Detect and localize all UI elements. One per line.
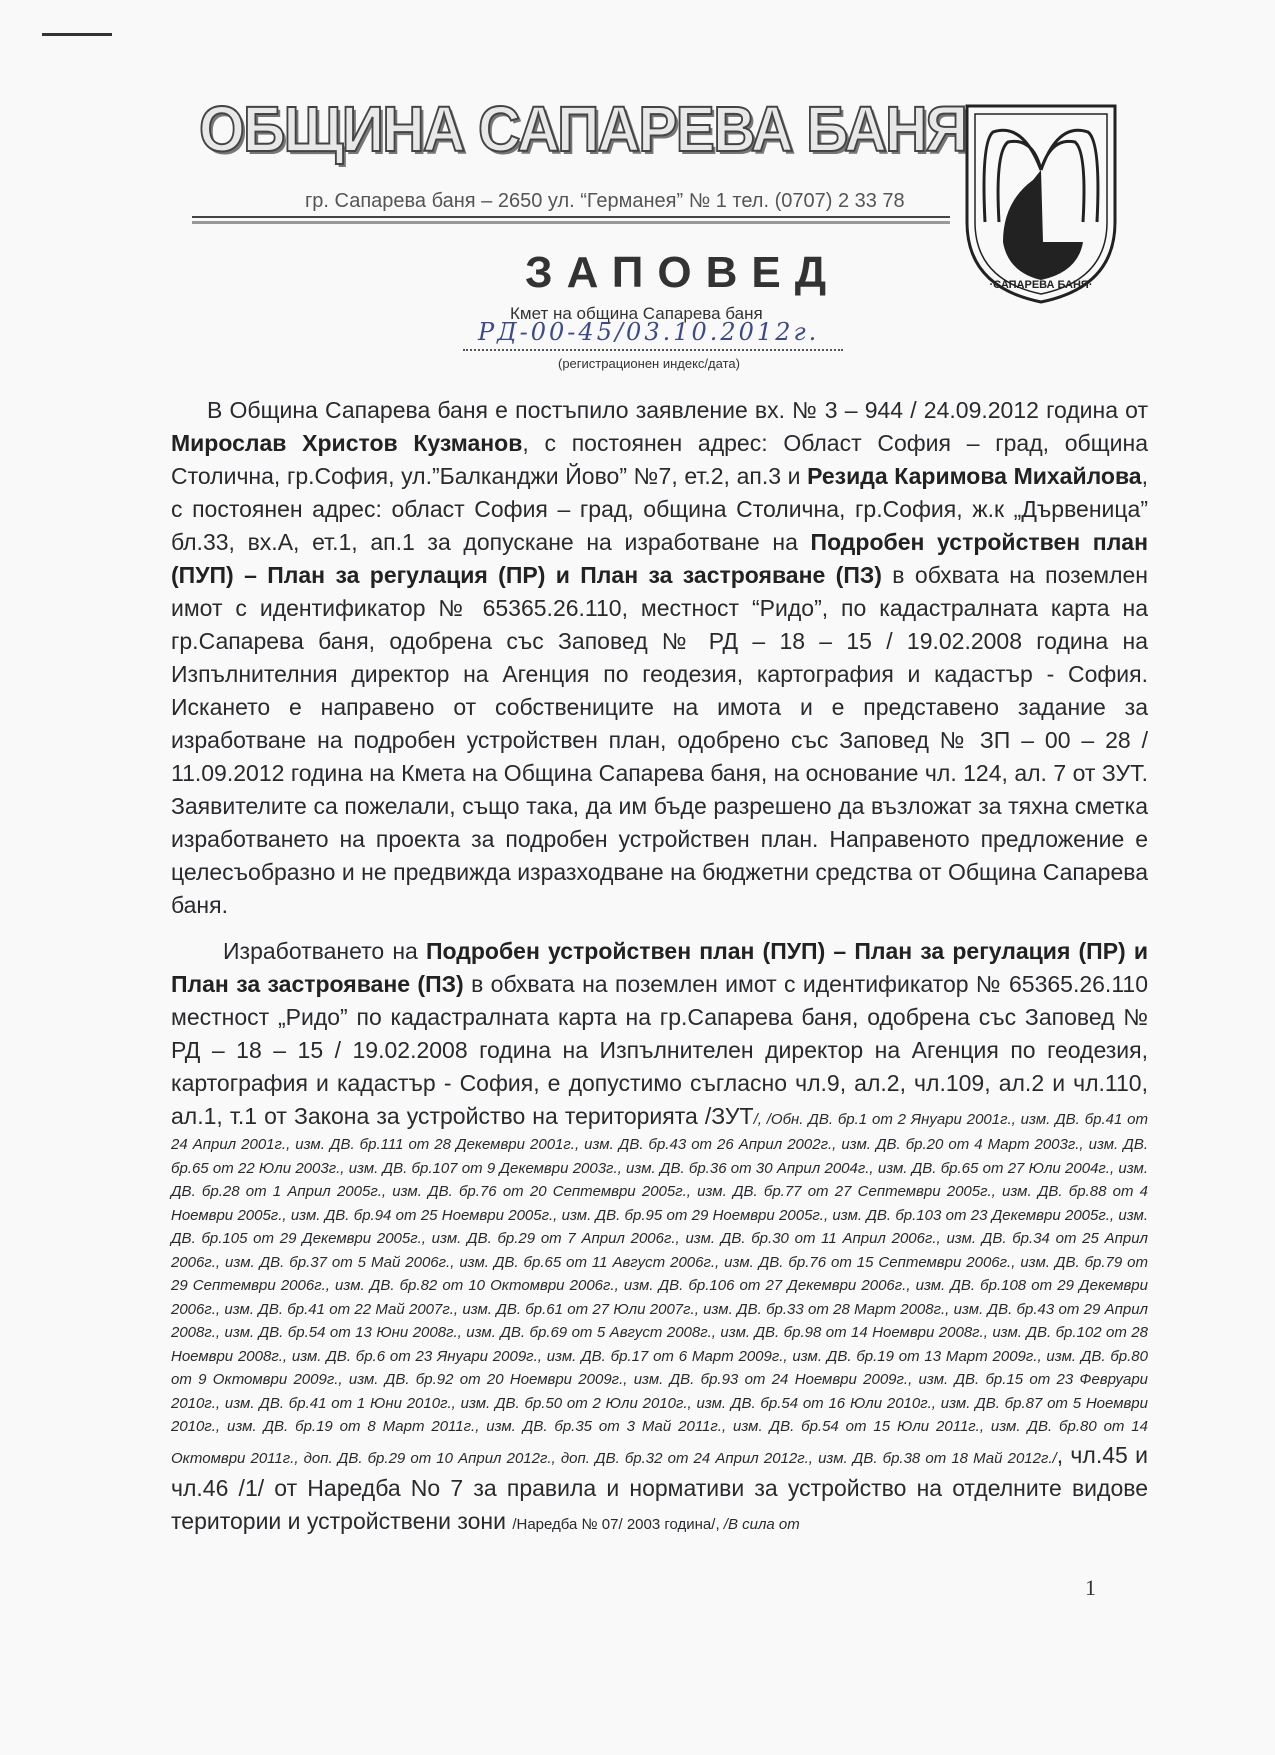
registration-caption: (регистрационен индекс/дата) [558,356,740,371]
text-segment: , с постоянен адрес: Област София – град, община Столична, гр.София, ул.”Балканджи Йово” №7, ет.2, ап.3 и [171,430,1148,489]
bold-text-segment: Подробен устройствен план (ПУП) – План за регулация (ПР) и План за застрояване (ПЗ) [171,938,1148,997]
page-number: 1 [1085,1575,1096,1600]
bold-text-segment: Мирослав Христов Кузманов [171,430,523,456]
text-segment: /В сила от [723,1515,800,1533]
municipality-address: гр. Сапарева баня – 2650 ул. “Германея” № 1 тел. (0707) 2 33 78 [305,190,905,212]
municipality-title: ОБЩИНА САПАРЕВА БАНЯ [199,93,967,165]
text-segment: в обхвата на поземлен имот с идентификатор № 65365.26.110, местност “Ридо”, по кадастралната карта на гр.Сапарева баня, одобрена със Заповед № РД – 18 – 15 / 19.02.2008 година на Изпълнителния директор на Агенция по геодезия, картография и кадастър - София. Искането е направено от собствениците на имота и е представено задание за изработване на подробен устройствен план, одобрено със Заповед № ЗП – 00 – 28 / 11.09.2012 година на Кмета на Община Сапарева баня, на основание чл. 124, ал. 7 от ЗУТ. Заявителите са пожелали, също така, да им бъде разрешено да възложат за тяхна сметка изработването на проекта за подробен устройствен план. Направеното предложение е целесъобразно и не предвижда изразходване на бюджетни средства от Община Сапарева баня. [171,562,1148,918]
document-type-heading: ЗАПОВЕД [525,248,841,297]
text-segment: в обхвата на поземлен имот с идентификатор № 65365.26.110 местност „Ридо” по кадастралната карта на гр.Сапарева баня, одобрена със Заповед № РД – 18 – 15 / 19.02.2008 година на Изпълнителен директор на Агенция по геодезия, картография и кадастър - София, е допустимо съгласно чл.9, ал.2, чл.109, ал.2 и чл.110, ал.1, т.1 от Закона за устройство на територията /ЗУТ [171,971,1148,1129]
text-segment: /Наредба № 07/ 2003 година/, [512,1515,724,1533]
text-segment: В Община Сапарева баня е постъпило заявление вх. № 3 – 944 / 24.09.2012 година от [207,397,1148,423]
text-segment: Изработването на [223,938,426,964]
paragraph-application [171,394,1148,922]
registration-index-handwritten: РД-00-45/03.10.2012г. [478,318,820,346]
svg-text:·САПАРЕВА БАНЯ·: ·САПАРЕВА БАНЯ· [989,279,1093,291]
text-segment: , чл.45 и чл.46 /1/ от Наредба No 7 за правила и нормативи за устройство на отделните видове територии и устройствени зони [171,1441,1148,1534]
issuer-line: Кмет на община Сапарева баня [510,304,763,323]
header-rule [192,216,950,224]
paragraph-legal-basis [171,935,1148,1538]
text-segment: , с постоянен адрес: област София – град, община Столична, гр.София, ж.к „Дървеница” бл.33, вх.А, ет.1, ап.1 за допускане на изработване на [171,463,1148,555]
municipality-coat-of-arms-icon [963,102,1119,306]
text-segment: /, /Обн. ДВ. бр.1 от 2 Януари 2001г., изм. ДВ. бр.41 от 24 Април 2001г., изм. ДВ. бр.111 от 28 Декември 2001г., изм. ДВ. бр.43 от 26 Април 2002г., изм. ДВ. бр.20 от 4 Март 2003г., изм. ДВ. бр.65 от 22 Юли 2003г., изм. ДВ. бр.107 от 9 Декември 2003г., изм. ДВ. бр.36 от 30 Април 2004г., изм. ДВ. бр.65 от 27 Юли 2004г., изм. ДВ. бр.28 от 1 Април 2005г., изм. ДВ. бр.76 от 20 Септември 2005г., изм. ДВ. бр.77 от 27 Септември 2005г., изм. ДВ. бр.88 от 4 Ноември 2005г., изм. ДВ. бр.94 от 25 Ноември 2005г., изм. ДВ. бр.95 от 29 Ноември 2005г., изм. ДВ. бр.103 от 23 Декември 2005г., изм. ДВ. бр.105 от 29 Декември 2005г., изм. ДВ. бр.29 от 7 Април 2006г., изм. ДВ. бр.30 от 11 Април 2006г., изм. ДВ. бр.34 от 25 Април 2006г., изм. ДВ. бр.37 от 5 Май 2006г., изм. ДВ. бр.65 от 11 Август 2006г., изм. ДВ. бр.76 от 15 Септември 2006г., изм. ДВ. бр.79 от 29 Септември 2006г., изм. ДВ. бр.82 от 10 Октомври 2006г., изм. ДВ. бр.106 от 27 Декември 2006г., изм. ДВ. бр.108 от 29 Декември 2006г., изм. ДВ. бр.41 от 22 Май 2007г., изм. ДВ. бр.61 от 27 Юли 2007г., изм. ДВ. бр.33 от 28 Март 2008г., изм. ДВ. бр.43 от 29 Април 2008г., изм. ДВ. бр.54 от 13 Юни 2008г., изм. ДВ. бр.69 от 5 Август 2008г., изм. ДВ. бр.98 от 14 Ноември 2008г., изм. ДВ. бр.102 от 28 Ноември 2008г., изм. ДВ. бр.6 от 23 Януари 2009г., изм. ДВ. бр.17 от 6 Март 2009г., изм. ДВ. бр.19 от 13 Март 2009г., изм. ДВ. бр.80 от 9 Октомври 2009г., изм. ДВ. бр.92 от 20 Ноември 2009г., изм. ДВ. бр.93 от 24 Ноември 2009г., изм. ДВ. бр.15 от 23 Февруари 2010г., изм. ДВ. бр.41 от 1 Юни 2010г., изм. ДВ. бр.50 от 2 Юли 2010г., изм. ДВ. бр.54 от 16 Юли 2010г., изм. ДВ. бр.87 от 5 Ноември 2010г., изм. ДВ. бр.19 от 8 Март 2011г., изм. ДВ. бр.35 от 3 Май 2011г., изм. ДВ. бр.54 от 15 Юли 2011г., изм. ДВ. бр.80 от 14 Октомври 2011г., доп. ДВ. бр.29 от 10 Април 2012г., доп. ДВ. бр.32 от 24 Април 2012г., изм. ДВ. бр.38 от 18 Май 2012г./ [171,1111,1149,1467]
bold-text-segment: Подробен устройствен план (ПУП) – План за регулация (ПР) и План за застрояване (ПЗ) [171,529,1148,588]
bold-text-segment: Резида Каримова Михайлова [807,463,1142,489]
scan-mark [42,33,112,36]
